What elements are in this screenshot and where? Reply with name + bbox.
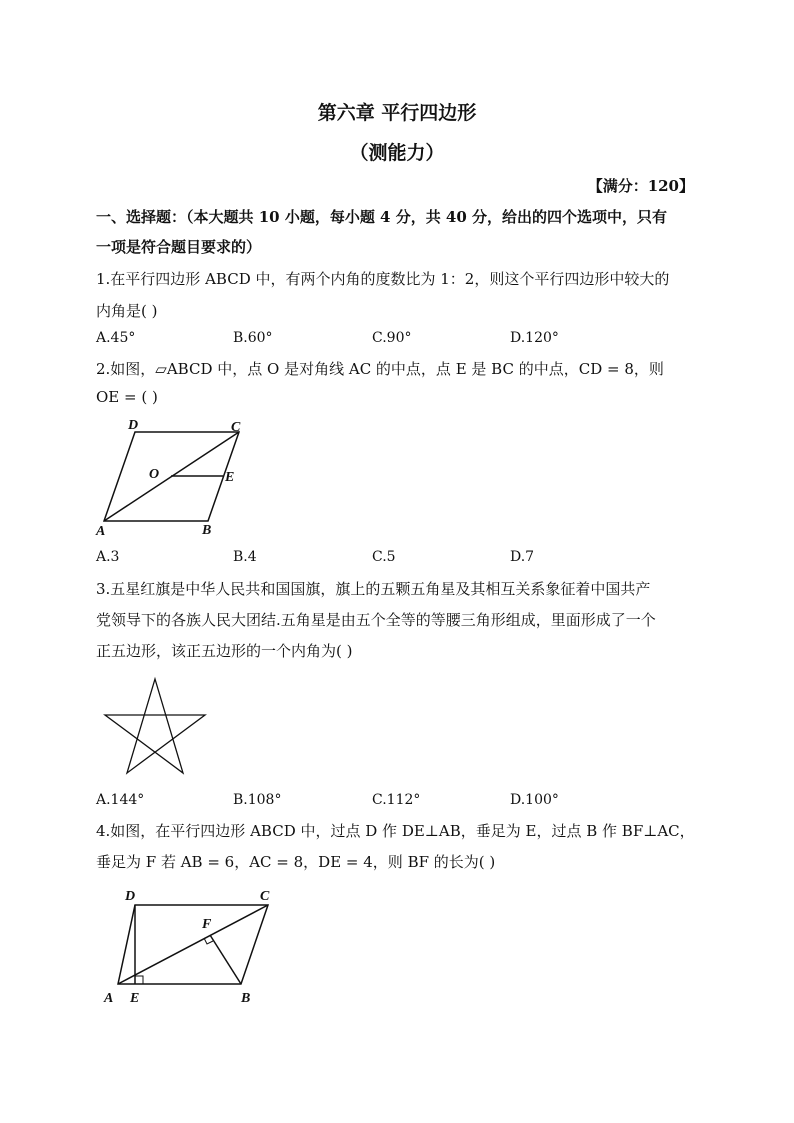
label-o: O bbox=[149, 467, 160, 482]
star-figure-q3 bbox=[100, 675, 210, 780]
question-1-line1: 1.在平行四边形 ABCD 中，有两个内角的度数比为 1：2，则这个平行四边形中较大的 bbox=[96, 270, 670, 288]
page-subtitle: （测能力） bbox=[349, 142, 445, 164]
segment-bf bbox=[210, 935, 241, 984]
question-2-option-c: C.5 bbox=[372, 549, 396, 565]
question-2-line1: 2.如图，▱ABCD 中，点 O 是对角线 AC 的中点，点 E 是 BC 的中点，CD = 8，则 bbox=[96, 360, 664, 378]
label-d: D bbox=[128, 418, 139, 433]
label-e: E bbox=[130, 991, 140, 1006]
label-d: D bbox=[125, 889, 136, 904]
question-2-line2: OE = ( ) bbox=[96, 388, 158, 406]
label-a: A bbox=[104, 991, 114, 1006]
section-heading-line2: 一项是符合题目要求的） bbox=[96, 238, 262, 256]
label-b: B bbox=[202, 523, 212, 538]
question-1-option-d: D.120° bbox=[510, 330, 559, 346]
question-2-option-a: A.3 bbox=[96, 549, 120, 565]
label-c: C bbox=[231, 420, 241, 435]
five-pointed-star bbox=[105, 679, 205, 773]
question-1-option-b: B.60° bbox=[233, 330, 273, 346]
parallelogram-figure-q2 bbox=[90, 414, 260, 538]
parallelogram-figure-q4 bbox=[98, 880, 283, 1010]
question-1-option-a: A.45° bbox=[96, 330, 136, 346]
question-4-line1: 4.如图，在平行四边形 ABCD 中，过点 D 作 DE⊥AB，垂足为 E，过点 B 作 BF⊥AC， bbox=[96, 822, 695, 840]
question-3-line3: 正五边形，该正五边形的一个内角为( ) bbox=[96, 642, 353, 660]
question-3-option-d: D.100° bbox=[510, 792, 559, 808]
question-3-option-b: B.108° bbox=[233, 792, 282, 808]
question-3-line2: 党领导下的各族人民大团结.五角星是由五个全等的等腰三角形组成，里面形成了一个 bbox=[96, 611, 656, 629]
section-heading-line1: 一、选择题：（本大题共 10 小题，每小题 4 分，共 40 分，给出的四个选项中，只有 bbox=[96, 208, 668, 226]
question-1-option-c: C.90° bbox=[372, 330, 412, 346]
label-c: C bbox=[260, 889, 270, 904]
question-3-option-c: C.112° bbox=[372, 792, 421, 808]
label-a: A bbox=[96, 524, 106, 538]
question-1-line2: 内角是( ) bbox=[96, 302, 158, 320]
question-2-option-d: D.7 bbox=[510, 549, 535, 565]
question-3-line1: 3.五星红旗是中华人民共和国国旗，旗上的五颗五角星及其相互关系象征着中国共产 bbox=[96, 580, 651, 598]
question-4-line2: 垂足为 F 若 AB = 6，AC = 8，DE = 4，则 BF 的长为( ) bbox=[96, 853, 496, 871]
page-title: 第六章 平行四边形 bbox=[317, 102, 477, 124]
score-label: 【满分：120】 bbox=[587, 177, 694, 195]
question-3-option-a: A.144° bbox=[96, 792, 145, 808]
label-e: E bbox=[225, 470, 235, 485]
label-f: F bbox=[202, 917, 212, 932]
label-b: B bbox=[241, 991, 251, 1006]
right-angle-mark-e bbox=[135, 976, 143, 984]
question-2-option-b: B.4 bbox=[233, 549, 257, 565]
